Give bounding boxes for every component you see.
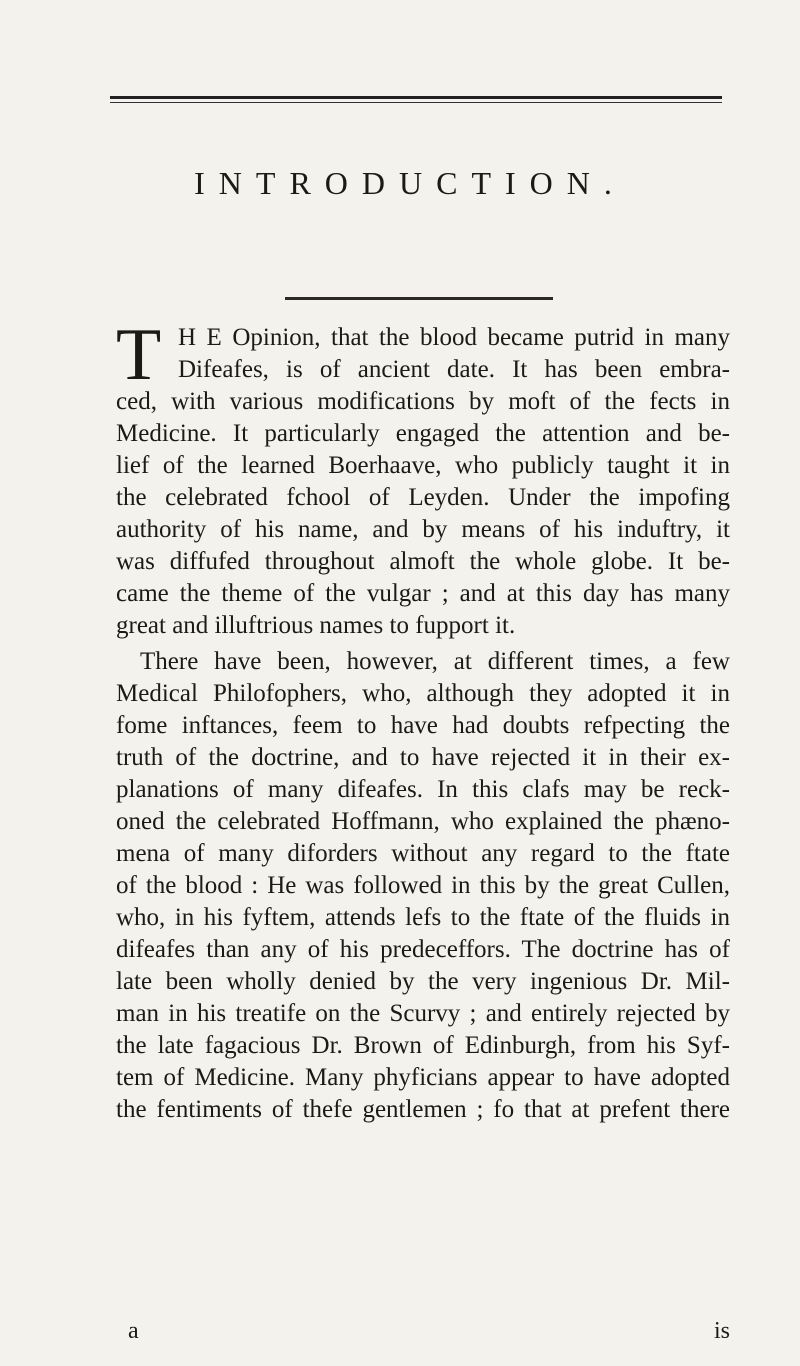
text-line: truth of the doctrine, and to have rejected it in their ex-: [116, 744, 730, 771]
text-line: the celebrated fchool of Leyden. Under the impofing: [116, 484, 730, 511]
drop-cap: T: [116, 314, 162, 396]
heading-rule: [285, 297, 553, 300]
body-text: [116, 314, 730, 1126]
text-line: of the blood : He was followed in this by the great Cullen,: [116, 872, 730, 899]
page-footer: [116, 1318, 730, 1350]
text-line: tem of Medicine. Many phyficians appear to have adopted: [116, 1064, 730, 1091]
text-line: difeafes than any of his predeceffors. The doctrine has of: [116, 936, 730, 963]
text-line: mena of many diforders without any regard to the ftate: [116, 840, 730, 867]
text-line: There have been, however, at different times, a few: [140, 648, 730, 675]
text-line: planations of many difeafes. In this clafs may be reck-: [116, 776, 730, 803]
text-line: oned the celebrated Hoffmann, who explained the phæno-: [116, 808, 730, 835]
signature-mark: a: [128, 1318, 139, 1344]
text-line-content: H E Opinion, that the blood became putrid in many: [178, 324, 730, 351]
text-line: fome inftances, feem to have had doubts refpecting the: [116, 712, 730, 739]
text-line: came the theme of the vulgar ; and at this day has many: [116, 580, 730, 607]
text-line: man in his treatife on the Scurvy ; and entirely rejected by: [116, 1000, 730, 1027]
text-line: Medicine. It particularly engaged the attention and be-: [116, 420, 730, 447]
text-line-content: Difeafes, is of ancient date. It has been embra-: [178, 356, 730, 383]
text-line: Medical Philofophers, who, although they adopted it in: [116, 680, 730, 707]
text-line: was diffufed throughout almoft the whole globe. It be-: [116, 548, 730, 575]
top-rule: [110, 96, 722, 99]
text-line: [116, 354, 730, 386]
text-line: the fentiments of thefe gentlemen ; fo that at prefent there: [116, 1096, 730, 1123]
text-line: lief of the learned Boerhaave, who publicly taught it in: [116, 452, 730, 479]
catchword: is: [713, 1318, 730, 1344]
text-line: who, in his fyftem, attends lefs to the ftate of the fluids in: [116, 904, 730, 931]
text-line: great and illuftrious names to fupport it.: [116, 612, 516, 639]
text-line: authority of his name, and by means of his induftry, it: [116, 516, 730, 543]
text-line: ced, with various modifications by moft of the fects in: [116, 388, 730, 415]
paragraph-2: [116, 646, 730, 1126]
text-line: late been wholly denied by the very ingenious Dr. Mil-: [116, 968, 730, 995]
page-heading: INTRODUCTION.: [194, 165, 626, 201]
paragraph-1: [116, 314, 730, 642]
text-line: the late fagacious Dr. Brown of Edinburgh, from his Syf-: [116, 1032, 730, 1059]
